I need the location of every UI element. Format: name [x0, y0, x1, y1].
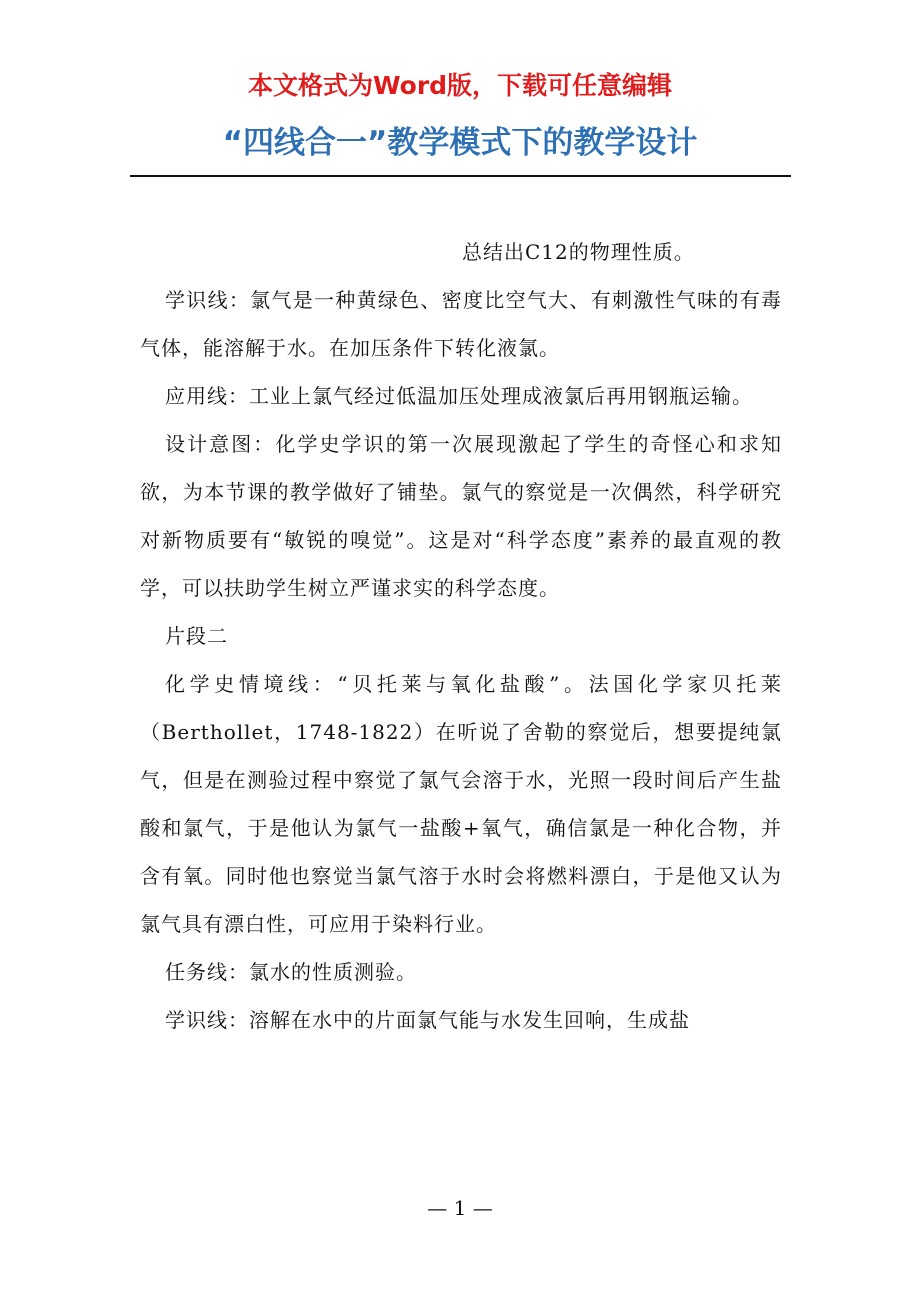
document-title: “四线合一”教学模式下的教学设计 — [222, 125, 698, 161]
paragraph-history-context-line: 化学史情境线：“贝托莱与氧化盐酸”。法国化学家贝托莱（Berthollet，1748-1822）在听说了舍勒的察觉后，想要提纯氯气，但是在测验过程中察觉了氯气会溶于水，光照一段时间后产生盐酸和氯气，于是他认为氯气一盐酸+氧气，确信氯是一种化合物，并含有氧。同时他也察觉当氯气溶于水时会将燃料漂白，于是他又认为氯气具有漂白性，可应用于染料行业。 — [140, 672, 782, 936]
paragraph-design-intent: 设计意图：化学史学识的第一次展现激起了学生的奇怪心和求知欲，为本节课的教学做好了铺垫。氯气的察觉是一次偶然，科学研究对新物质要有“敏锐的嗅觉”。这是对“科学态度”素养的最直观的教学，可以扶助学生树立严谨求实的科学态度。 — [140, 432, 782, 600]
paragraph-knowledge-line-1: 学识线：氯气是一种黄绿色、密度比空气大、有刺激性气味的有毒气体，能溶解于水。在加压条件下转化液氯。 — [140, 288, 782, 360]
paragraph-application-line: 应用线：工业上氯气经过低温加压处理成液氯后再用钢瓶运输。 — [165, 384, 753, 408]
header-divider — [130, 175, 791, 177]
download-notice: 本文格式为Word版，下载可任意编辑 — [247, 71, 673, 100]
document-body — [140, 228, 782, 1044]
paragraph-summary: 总结出C12的物理性质。 — [462, 240, 695, 264]
page-number: — 1 — — [427, 1196, 493, 1220]
paragraph-knowledge-line-2: 学识线：溶解在水中的片面氯气能与水发生回响，生成盐 — [165, 1008, 690, 1032]
paragraph-task-line: 任务线：氯水的性质测验。 — [165, 960, 417, 984]
paragraph-segment-two-heading: 片段二 — [165, 624, 228, 648]
